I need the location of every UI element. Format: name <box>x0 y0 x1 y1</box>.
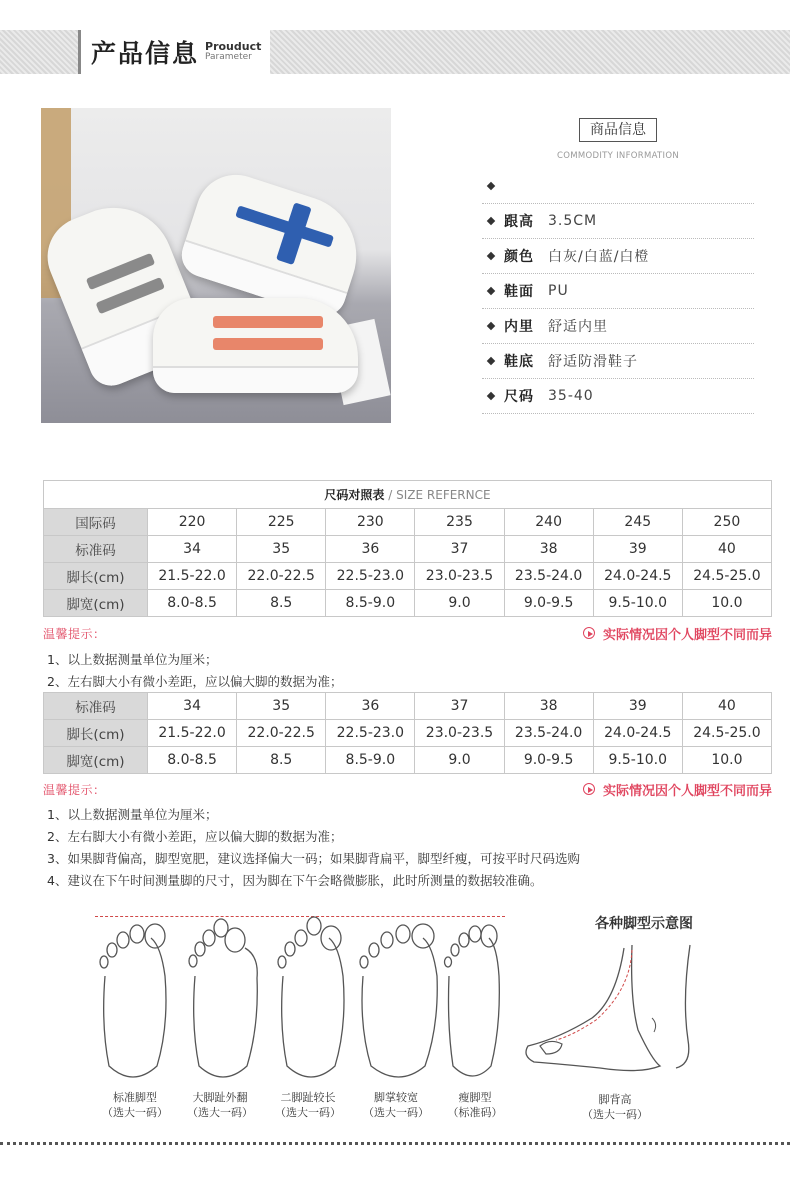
table-cell: 22.5-23.0 <box>326 720 415 747</box>
table-cell: 24.5-25.0 <box>682 563 771 590</box>
table-cell: 24.0-24.5 <box>593 720 682 747</box>
tip-right-text: 实际情况因个人脚型不同而异 <box>602 783 772 799</box>
section-title-en-line2: Parameter <box>205 52 252 62</box>
row-header: 脚长(cm) <box>44 563 148 590</box>
foot-type-name: 大脚趾外翻 <box>192 1091 248 1104</box>
size-table-secondary <box>43 692 772 774</box>
info-key: 鞋面 <box>504 284 534 300</box>
bottom-divider <box>0 1142 790 1145</box>
foot-type-name: 脚掌较宽 <box>374 1091 418 1104</box>
foot-type-name: 瘦脚型 <box>458 1091 492 1104</box>
table-cell: 22.0-22.5 <box>237 720 326 747</box>
table-cell: 8.5-9.0 <box>326 590 415 617</box>
foot-side-advice: （选大一码） <box>582 1108 648 1121</box>
table-cell: 9.0-9.5 <box>504 590 593 617</box>
tip-notes <box>47 649 342 693</box>
table-cell: 240 <box>504 509 593 536</box>
table-cell: 22.5-23.0 <box>326 563 415 590</box>
foot-type-label <box>430 1090 520 1120</box>
row-header: 标准码 <box>44 536 148 563</box>
table-title <box>44 481 772 509</box>
foot-outline-icon <box>357 916 443 1086</box>
info-row <box>482 309 754 344</box>
play-circle-icon <box>583 627 595 639</box>
info-row <box>482 344 754 379</box>
tip-header <box>43 622 772 644</box>
row-header: 标准码 <box>44 693 148 720</box>
info-row <box>482 169 754 204</box>
table-title-row <box>44 481 772 509</box>
section-title: 产品信息 <box>91 39 200 68</box>
foot-side-label <box>570 1092 660 1122</box>
table-cell: 235 <box>415 509 504 536</box>
table-cell: 9.5-10.0 <box>593 747 682 774</box>
tip-note-line: 2、左右脚大小有微小差距，应以偏大脚的数据为准； <box>47 829 343 844</box>
foot-type-label <box>90 1090 180 1120</box>
foot-type-name: 标准脚型 <box>113 1091 157 1104</box>
table-cell: 40 <box>682 536 771 563</box>
table-cell: 34 <box>148 693 237 720</box>
table-cell: 24.0-24.5 <box>593 563 682 590</box>
diamond-bullet-icon <box>487 392 495 400</box>
diamond-bullet-icon <box>487 182 495 190</box>
tip-label: 温馨提示： <box>43 782 106 797</box>
shoe-sole <box>153 366 358 393</box>
foot-type-label <box>175 1090 265 1120</box>
info-value: PU <box>548 283 569 299</box>
info-value: 白灰/白蓝/白橙 <box>548 249 650 265</box>
table-cell: 8.5-9.0 <box>326 747 415 774</box>
tip-right-text: 实际情况因个人脚型不同而异 <box>602 627 772 643</box>
row-header: 脚长(cm) <box>44 720 148 747</box>
diamond-bullet-icon <box>487 322 495 330</box>
section-header-band <box>0 30 790 74</box>
section-title-en <box>205 41 261 63</box>
info-row <box>482 274 754 309</box>
info-key: 尺码 <box>504 389 534 405</box>
table-body <box>44 693 772 774</box>
table-cell: 23.0-23.5 <box>415 563 504 590</box>
table-cell: 8.0-8.5 <box>148 747 237 774</box>
table-cell: 9.0 <box>415 590 504 617</box>
shoe-white-orange <box>153 298 358 393</box>
info-row <box>482 239 754 274</box>
table-row <box>44 536 772 563</box>
info-key: 内里 <box>504 319 534 335</box>
foot-outline-icon <box>439 916 509 1086</box>
table-body <box>44 509 772 617</box>
table-cell: 225 <box>237 509 326 536</box>
info-key: 鞋底 <box>504 354 534 370</box>
table-cell: 8.5 <box>237 590 326 617</box>
table-cell: 22.0-22.5 <box>237 563 326 590</box>
table-cell: 9.0 <box>415 747 504 774</box>
table-cell: 35 <box>237 536 326 563</box>
table-cell: 38 <box>504 536 593 563</box>
foot-outline-icon <box>273 916 353 1086</box>
table-row <box>44 590 772 617</box>
table-cell: 10.0 <box>682 590 771 617</box>
diamond-bullet-icon <box>487 217 495 225</box>
table-row <box>44 693 772 720</box>
row-header: 国际码 <box>44 509 148 536</box>
table-cell: 39 <box>593 693 682 720</box>
table-cell: 9.5-10.0 <box>593 590 682 617</box>
info-key: 颜色 <box>504 249 534 265</box>
foot-diagram-title: 各种脚型示意图 <box>595 916 693 932</box>
table-cell: 39 <box>593 536 682 563</box>
info-value: 舒适防滑鞋子 <box>548 354 638 370</box>
table-row <box>44 563 772 590</box>
table-cell: 35 <box>237 693 326 720</box>
table-cell: 21.5-22.0 <box>148 720 237 747</box>
info-key: 跟高 <box>504 214 534 230</box>
diamond-bullet-icon <box>487 287 495 295</box>
play-circle-icon <box>583 783 595 795</box>
table-row <box>44 747 772 774</box>
foot-outline-icon <box>95 916 175 1086</box>
foot-side-view-icon <box>520 940 700 1080</box>
table-cell: 8.5 <box>237 747 326 774</box>
table-cell: 23.0-23.5 <box>415 720 504 747</box>
tip-notes <box>47 804 580 892</box>
info-value: 35-40 <box>548 388 594 404</box>
foot-outline-icon <box>185 916 265 1086</box>
shoe-strap <box>213 316 323 328</box>
table-cell: 21.5-22.0 <box>148 563 237 590</box>
table-title-en: / SIZE REFERNCE <box>388 488 491 502</box>
foot-type-label <box>263 1090 353 1120</box>
foot-type-advice: （标准码） <box>447 1106 503 1119</box>
product-photo <box>41 108 391 423</box>
shoe-strap <box>213 338 323 350</box>
table-cell: 250 <box>682 509 771 536</box>
table-row <box>44 720 772 747</box>
size-reference-table <box>43 480 772 617</box>
table-cell: 245 <box>593 509 682 536</box>
info-title: 商品信息 <box>579 118 657 142</box>
table-row <box>44 509 772 536</box>
section-title-en-line1: Prouduct <box>205 40 262 53</box>
table-cell: 36 <box>326 693 415 720</box>
tip-label: 温馨提示： <box>43 626 106 641</box>
foot-type-advice: （选大一码） <box>275 1106 341 1119</box>
table-cell: 36 <box>326 536 415 563</box>
info-subtitle: COMMODITY INFORMATION <box>556 151 679 161</box>
table-cell: 38 <box>504 693 593 720</box>
info-row <box>482 379 754 414</box>
info-list <box>482 169 754 414</box>
tip-note-line: 3、如果脚背偏高，脚型宽肥，建议选择偏大一码；如果脚背扁平，脚型纤瘦，可按平时尺码选购 <box>47 851 580 866</box>
info-value: 舒适内里 <box>548 319 608 335</box>
section-header <box>78 30 270 74</box>
info-row <box>482 204 754 239</box>
table-cell: 9.0-9.5 <box>504 747 593 774</box>
table-cell: 23.5-24.0 <box>504 563 593 590</box>
table-cell: 230 <box>326 509 415 536</box>
tip-note-line: 1、以上数据测量单位为厘米； <box>47 807 218 822</box>
table-cell: 220 <box>148 509 237 536</box>
table-cell: 40 <box>682 693 771 720</box>
table-cell: 23.5-24.0 <box>504 720 593 747</box>
tip-header <box>43 778 772 800</box>
tip-note-right <box>583 624 772 643</box>
foot-type-advice: （选大一码） <box>187 1106 253 1119</box>
foot-type-advice: （选大一码） <box>363 1106 429 1119</box>
foot-type-advice: （选大一码） <box>102 1106 168 1119</box>
tip-note-line: 4、建议在下午时间测量脚的尺寸，因为脚在下午会略微膨胀，此时所测量的数据较准确。 <box>47 873 543 888</box>
table-title-cn: 尺码对照表 <box>324 488 385 502</box>
row-header: 脚宽(cm) <box>44 747 148 774</box>
table-cell: 10.0 <box>682 747 771 774</box>
diamond-bullet-icon <box>487 252 495 260</box>
table-cell: 34 <box>148 536 237 563</box>
tip-note-line: 1、以上数据测量单位为厘米； <box>47 652 218 667</box>
foot-type-label <box>351 1090 441 1120</box>
info-value: 3.5CM <box>548 213 598 229</box>
table-cell: 37 <box>415 536 504 563</box>
table-cell: 8.0-8.5 <box>148 590 237 617</box>
table-cell: 24.5-25.0 <box>682 720 771 747</box>
table-cell: 37 <box>415 693 504 720</box>
foot-type-name: 二脚趾较长 <box>280 1091 336 1104</box>
commodity-info-panel <box>482 118 754 414</box>
foot-type-diagrams <box>85 908 515 1128</box>
tip-note-right <box>583 780 772 799</box>
foot-side-name: 脚背高 <box>598 1093 632 1106</box>
diamond-bullet-icon <box>487 357 495 365</box>
row-header: 脚宽(cm) <box>44 590 148 617</box>
tip-note-line: 2、左右脚大小有微小差距，应以偏大脚的数据为准； <box>47 674 343 689</box>
